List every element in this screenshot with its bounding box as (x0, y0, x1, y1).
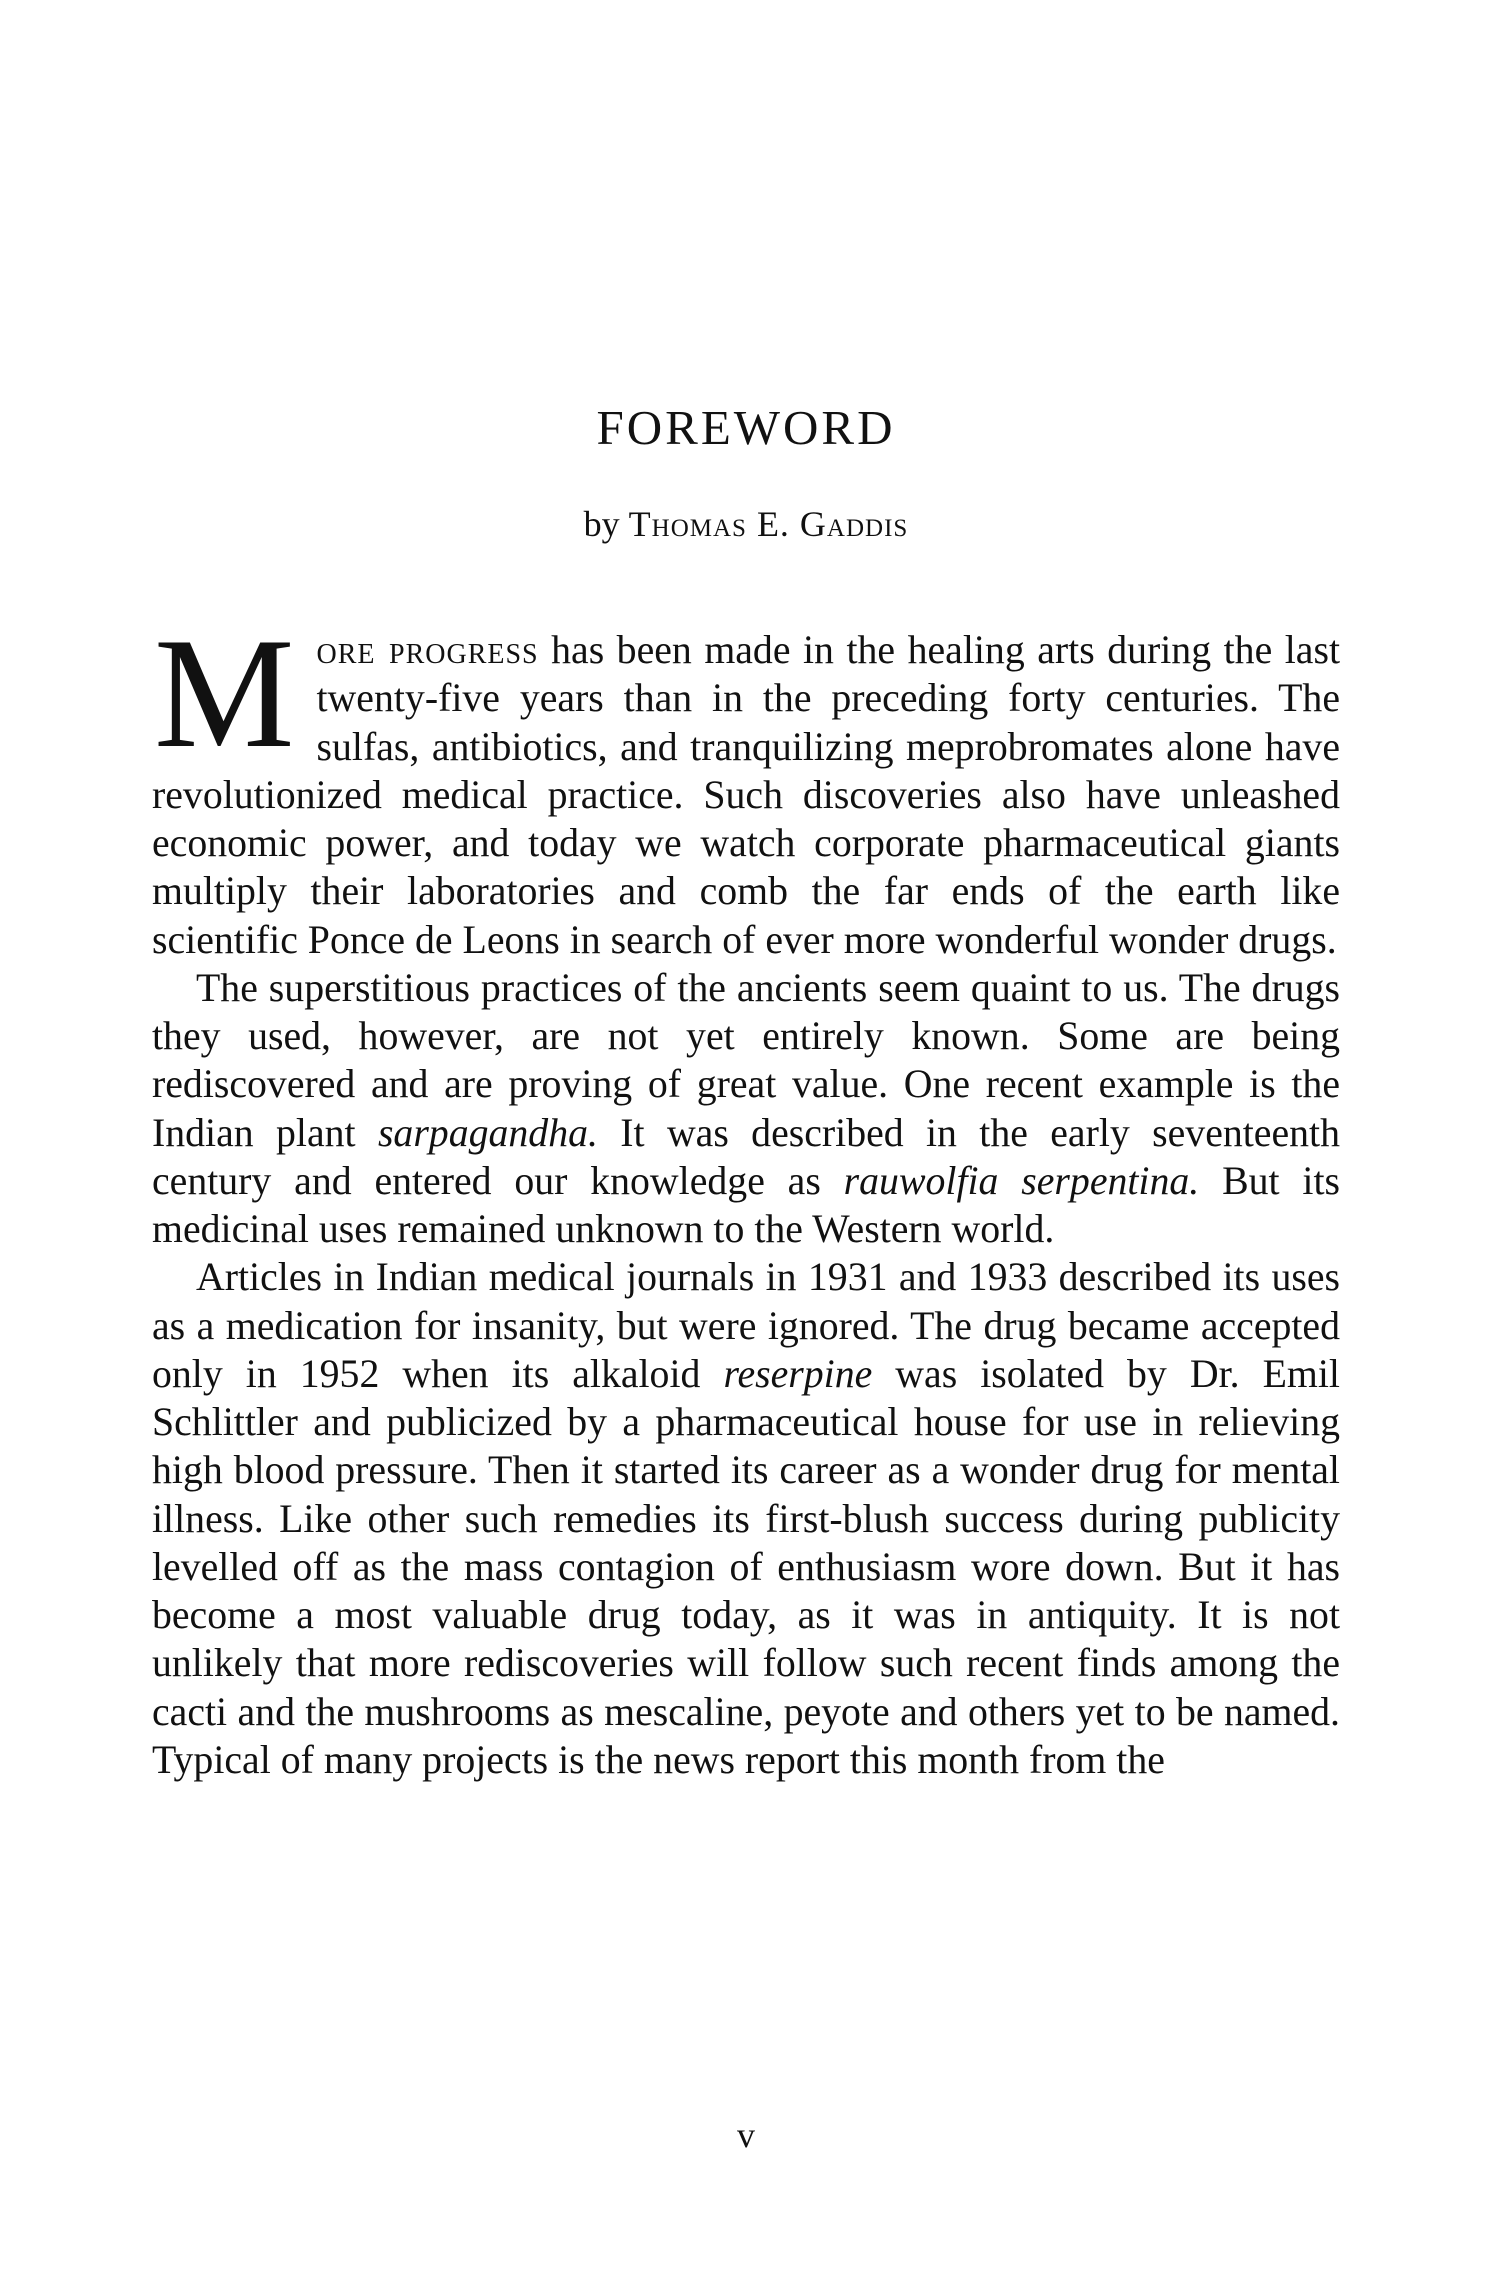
paragraph-2-text-a: The superstitious practices of the ancients seem quaint to us. The drugs they used, however, are not yet entirely known. Some are being rediscovered and are proving of great value. One recent example is the Indian plant (152, 965, 1340, 1155)
paragraph-2 (152, 964, 1340, 1254)
paragraph-3-text-b: was isolated by Dr. Emil Schlittler and publicized by a pharmaceutical house for use in relieving high blood pressure. Then it started its career as a wonder drug for mental illness. Like other such remedies its first-blush success during publicity levelled off as the mass contagion of enthusiasm wore down. But it has become a most valuable drug today, as it was in antiquity. It is not unlikely that more rediscoveries will follow such recent finds among the cacti and the mushrooms as mescaline, peyote and others yet to be named. Typical of many projects is the news report this month from the (152, 1351, 1340, 1782)
italic-term-rauwolfia: rauwolfia serpentina. (843, 1158, 1200, 1203)
author-name: Thomas E. Gaddis (628, 504, 909, 544)
paragraph-3-text-a: Articles in Indian medical journals in 1931 and 1933 described its uses as a medication for insanity, but were ignored. The drug became accepted only in 1952 when its alkaloid (152, 1255, 1340, 1396)
paragraph-2-text-b: It was described in the early seventeenth century and entered our knowledge as (152, 1110, 1340, 1203)
page-number: v (737, 2115, 755, 2155)
chapter-title: FOREWORD (596, 400, 896, 455)
drop-cap: M (154, 606, 295, 781)
paragraph-1-text: has been made in the healing arts during the last twenty-five years than in the preceding forty centuries. The sulfas, antibiotics, and tranquilizing meprobromates alone have revolutionized medical practice. Such discoveries also have unleashed economic power, and today we watch corporate pharmaceutical giants multiply their laboratories and comb the far ends of the earth like scientific Ponce de Leons in search of ever more wonderful wonder drugs. (152, 628, 1340, 962)
lead-in-small-caps: ore progress (316, 628, 539, 672)
paragraph-3 (152, 1253, 1340, 1784)
byline (0, 502, 1492, 546)
byline-prefix: by (583, 504, 620, 544)
body-text (152, 606, 1340, 1784)
paragraph-1 (152, 606, 1340, 964)
italic-term-reserpine: reserpine (723, 1351, 873, 1396)
paragraph-2-text-c: But its medicinal uses remained unknown to the Western world. (152, 1158, 1340, 1251)
italic-term-sarpagandha: sarpagandha. (377, 1110, 598, 1155)
